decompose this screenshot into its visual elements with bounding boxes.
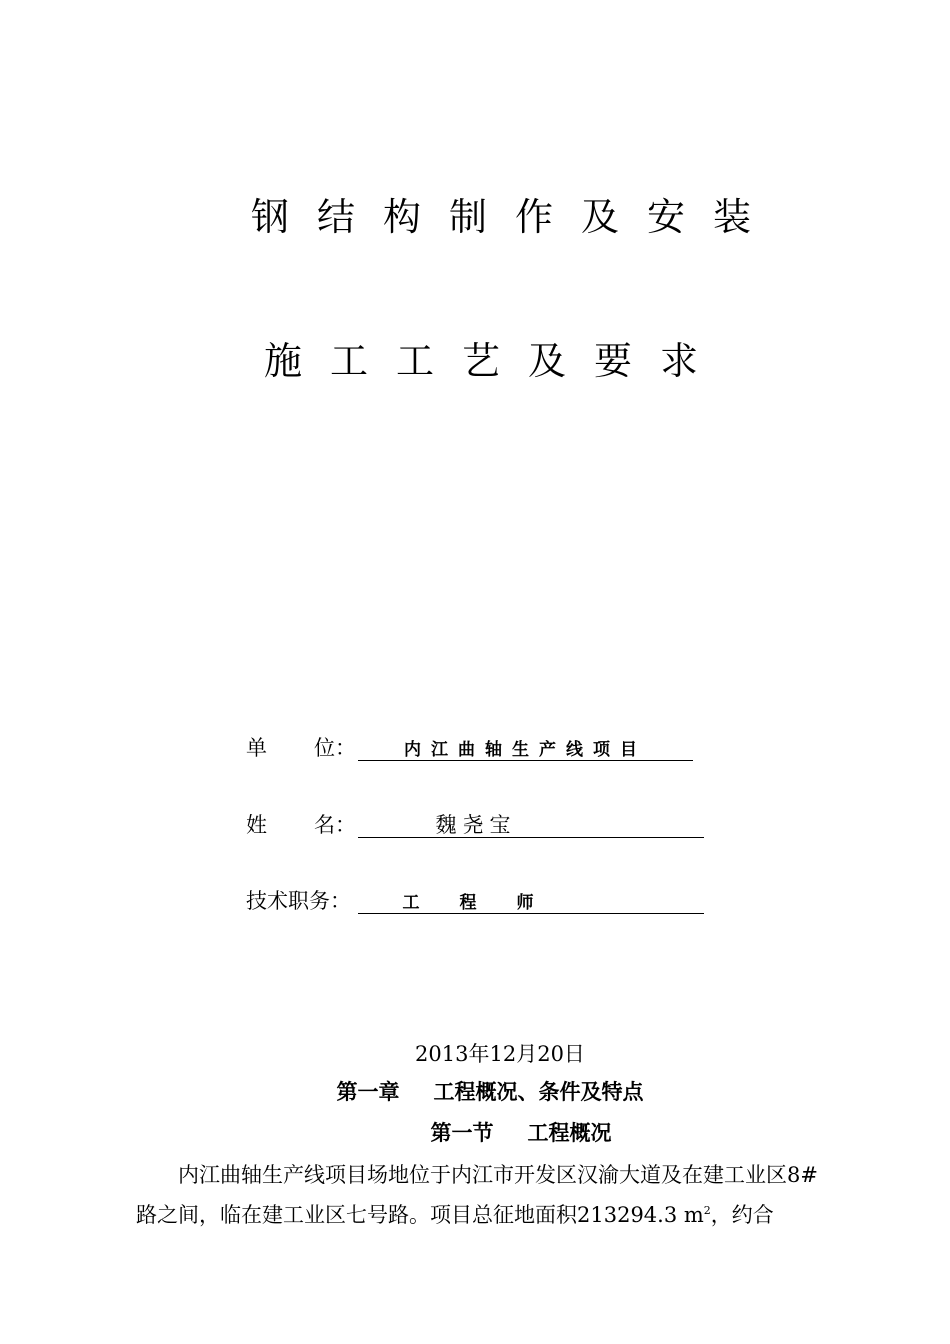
section-number: 第一节	[430, 1120, 494, 1145]
chapter-title: 工程概况、条件及特点	[433, 1079, 644, 1104]
chapter-number: 第一章	[336, 1079, 400, 1104]
document-date: 2013年12月20日	[415, 1042, 585, 1066]
title-line-2: 施工工艺及要求	[263, 339, 726, 383]
section-heading	[0, 1117, 950, 1147]
chapter-heading	[0, 1076, 950, 1106]
paragraph-line-2: 路之间，临在建工业区七号路。项目总征地面积213294.3 $m^2$，约合	[136, 1203, 774, 1227]
field-unit-value: 内江曲轴生产线项目	[404, 740, 647, 760]
paragraph-line-1: 内江曲轴生产线项目场地位于内江市开发区汉渝大道及在建工业区8#	[178, 1163, 818, 1187]
field-unit-label: 单 位：	[246, 736, 356, 760]
field-name-value: 魏尧宝	[435, 813, 517, 837]
field-title-label: 技术职务：	[246, 889, 351, 913]
title-line-1: 钢结构制作及安装	[250, 195, 779, 239]
body-paragraph	[136, 1157, 856, 1233]
field-title-value: 工程师	[402, 893, 574, 913]
section-title: 工程概况	[527, 1120, 612, 1145]
field-name-label: 姓 名：	[246, 813, 356, 837]
field-unit-underline	[358, 760, 693, 761]
field-title-underline	[358, 913, 704, 914]
